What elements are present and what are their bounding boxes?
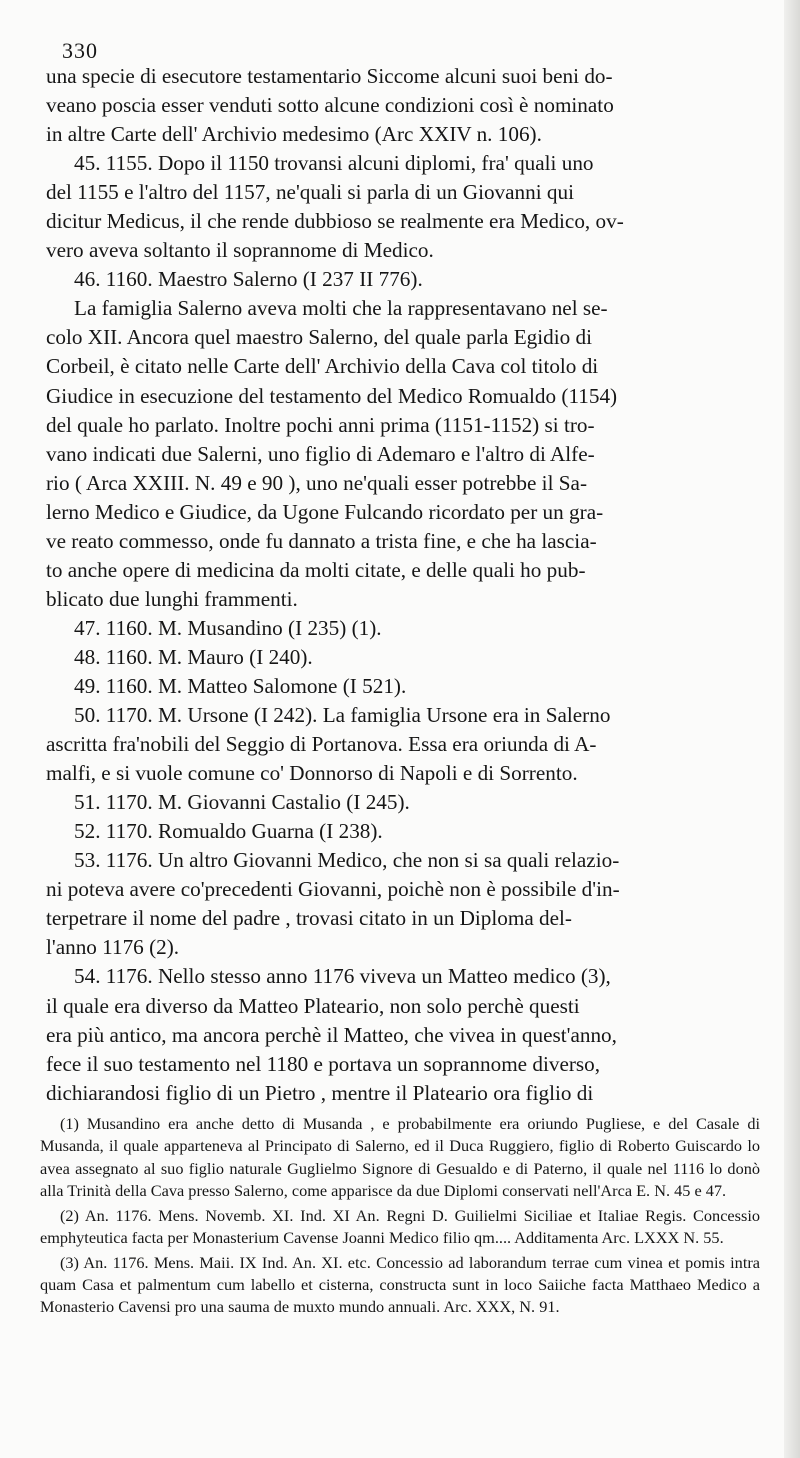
entry-53: 53. 1176. Un altro Giovanni Medico, che non si sa quali relazio- [74, 848, 620, 873]
text-line: del 1155 e l'altro del 1157, ne'quali si parla di un Giovanni qui [46, 180, 574, 205]
footnote-2: (2) An. 1176. Mens. Novemb. XI. Ind. XI An. Regni D. Guilielmi Siciliae et Italiae Regis. Concessio emphyteutica facta per Monasterium Cavense Joanni Medico filio qm.... Additamenta Arc. LXXX N. 55. [40, 1206, 760, 1248]
page-edge-shadow [784, 0, 800, 1458]
footnote-3: (3) An. 1176. Mens. Maii. IX Ind. An. XI. etc. Concessio ad laborandum terrae cum vinea et pomis intra quam Casa et palmentum cum labello et cisterna, constructa sunt in loco Saiiche facta Matthaeo Medico a Monasterio Cavensi pro una sauma de muxto mundo annuali. Arc. XXX, N. 91. [40, 1252, 760, 1317]
entry-50: 50. 1170. M. Ursone (I 242). La famiglia Ursone era in Salerno [74, 703, 611, 728]
entry-49: 49. 1160. M. Matteo Salomone (I 521). [74, 673, 407, 698]
text-line: colo XII. Ancora quel maestro Salerno, del quale parla Egidio di [46, 325, 592, 350]
text-line: ni poteva avere co'precedenti Giovanni, poichè non è possibile d'in- [46, 877, 620, 902]
text-line: dichiarandosi figlio di un Pietro , mentre il Plateario ora figlio di [46, 1080, 594, 1105]
text-line: era più antico, ma ancora perchè il Matteo, che vivea in quest'anno, [46, 1022, 617, 1047]
text-line: terpetrare il nome del padre , trovasi citato in un Diploma del- [46, 906, 572, 931]
footnote-1: (1) Musandino era anche detto di Musanda , e probabilmente era oriundo Pugliese, e del Casale di Musanda, il quale apparteneva al Principato di Salerno, ed il Duca Ruggiero, figlio di Roberto Guiscardo lo avea assegnato al suo figlio naturale Guglielmo Signore di Gesualdo e di Paterno, il quale nel 1116 lo donò alla Trinità della Cava presso Salerno, come apparisce da due Diplomi conservati nell'Arca E. N. 45 e 47. [40, 1114, 760, 1200]
text-line: vano indicati due Salerni, uno figlio di Ademaro e l'altro di Alfe- [46, 441, 595, 466]
page-number: 330 [62, 38, 98, 63]
text-line: lerno Medico e Giudice, da Ugone Fulcando ricordato per un gra- [46, 499, 604, 524]
text-line: veano poscia esser venduti sotto alcune condizioni così è nominato [46, 93, 614, 118]
entry-47: 47. 1160. M. Musandino (I 235) (1). [74, 615, 382, 640]
footnotes [40, 1113, 760, 1319]
entry-54: 54. 1176. Nello stesso anno 1176 viveva un Matteo medico (3), [74, 964, 611, 989]
text-line: La famiglia Salerno aveva molti che la rappresentavano nel se- [74, 296, 608, 321]
text-line: fece il suo testamento nel 1180 e portava un soprannome diverso, [46, 1051, 601, 1076]
text-line: il quale era diverso da Matteo Plateario, non solo perchè questi [46, 993, 580, 1018]
text-line: l'anno 1176 (2). [46, 935, 180, 960]
text-line: blicato due lunghi frammenti. [46, 586, 298, 611]
text-line: del quale ho parlato. Inoltre pochi anni prima (1151-1152) si tro- [46, 412, 595, 437]
text-line: Corbeil, è citato nelle Carte dell' Archivio della Cava col titolo di [46, 354, 599, 379]
text-line: in altre Carte dell' Archivio medesimo (Arc XXIV n. 106). [46, 122, 542, 147]
entry-52: 52. 1170. Romualdo Guarna (I 238). [74, 819, 383, 844]
entry-45: 45. 1155. Dopo il 1150 trovansi alcuni diplomi, fra' quali uno [74, 151, 594, 176]
text-line: dicitur Medicus, il che rende dubbioso se realmente era Medico, ov- [46, 209, 624, 234]
text-line: to anche opere di medicina da molti citate, e delle quali ho pub- [46, 557, 586, 582]
main-text [46, 62, 758, 1108]
text-line: ve reato commesso, onde fu dannato a trista fine, e che ha lascia- [46, 528, 597, 553]
text-line: malfi, e si vuole comune co' Donnorso di Napoli e di Sorrento. [46, 761, 578, 786]
entry-48: 48. 1160. M. Mauro (I 240). [74, 644, 313, 669]
text-line: una specie di esecutore testamentario Siccome alcuni suoi beni do- [46, 64, 613, 88]
text-line: Giudice in esecuzione del testamento del Medico Romualdo (1154) [46, 383, 618, 408]
entry-51: 51. 1170. M. Giovanni Castalio (I 245). [74, 790, 410, 815]
text-line: ascritta fra'nobili del Seggio di Portanova. Essa era oriunda di A- [46, 732, 597, 757]
text-line: vero aveva soltanto il soprannome di Medico. [46, 238, 434, 263]
text-line: rio ( Arca XXIII. N. 49 e 90 ), uno ne'quali esser potrebbe il Sa- [46, 470, 587, 495]
entry-46: 46. 1160. Maestro Salerno (I 237 II 776). [74, 267, 423, 292]
